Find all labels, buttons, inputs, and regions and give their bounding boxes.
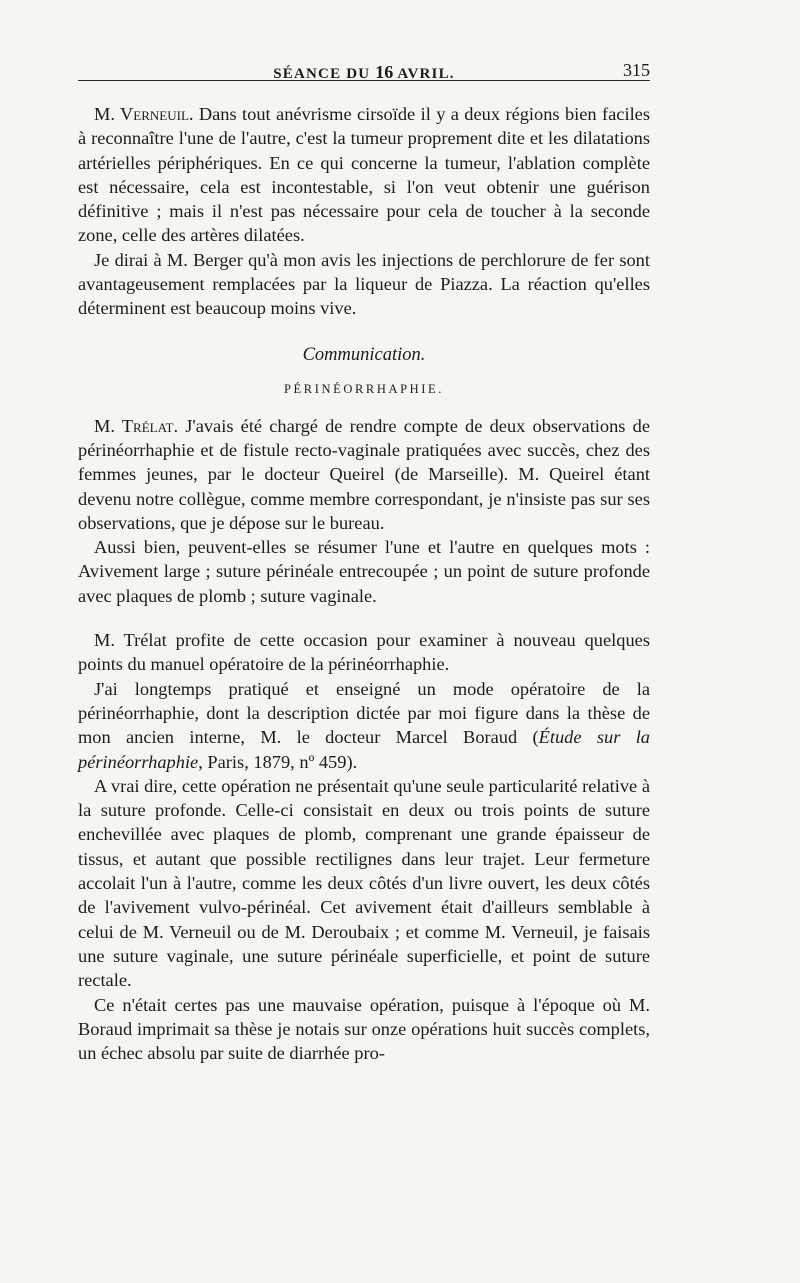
body-text: [78, 102, 650, 1065]
paragraph-trelat: [78, 414, 650, 535]
paragraph-text: J'ai longtemps pratiqué et enseigné un mode opératoire de la périnéorrhaphie, dont la description dictée par moi figure dans la thèse de mon ancien interne, M. le docteur Marcel Boraud (: [78, 678, 650, 748]
running-title-suffix: AVRIL.: [393, 66, 455, 82]
running-title-prefix: SÉANCE DU: [273, 66, 376, 82]
section-title: Communication.: [302, 344, 426, 365]
running-title-date: 16: [375, 62, 394, 82]
paragraph-trelat-profite: M. Trélat profite de cette occasion pour examiner à nouveau quelques points du manuel opératoire de la périnéorrhaphie.: [78, 630, 650, 675]
paragraph-text: , Paris, 1879, nº 459).: [198, 751, 358, 772]
running-header: [78, 48, 650, 81]
page-number: 315: [623, 60, 650, 80]
paragraph-text: J'avais été chargé de rendre compte de deux observations de périnéorrhaphie et de fistule recto-vaginale pratiquées avec succès, chez des femmes jeunes, par le docteur Queirel (de Marseille). M. Queirel étant devenu notre collègue, comme membre correspondant, je n'insiste pas sur ses observations, que je dépose sur le bureau.: [78, 415, 650, 533]
paragraph-verneuil: [78, 102, 650, 248]
running-title: [78, 62, 650, 83]
speaker-name: M. Trélat.: [94, 415, 179, 436]
speaker-name: M. Verneuil.: [94, 104, 194, 124]
paragraph-summary: Aussi bien, peuvent-elles se résumer l'une et l'autre en quelques mots : Avivement large ; suture périnéale entrecoupée ; un point de suture profonde avec plaques de plomb ; suture vaginale.: [78, 537, 650, 606]
paragraph-berger: Je dirai à M. Berger qu'à mon avis les injections de perchlorure de fer sont avantageusement remplacées par la liqueur de Piazza. La réaction qu'elles déterminent est beaucoup moins vive.: [78, 249, 650, 319]
subsection-title: PÉRINÉORRHAPHIE.: [283, 381, 444, 396]
paragraph-resultats: Ce n'était certes pas une mauvaise opération, puisque à l'époque où M. Boraud imprimait sa thèse je notais sur onze opérations huit succès complets, un échec absolu par suite de diarrhée pro-: [78, 994, 650, 1064]
paragraph-mode-operatoire: [78, 677, 650, 774]
thesis-title: Étude sur la périnéorrhaphie: [78, 727, 650, 772]
paragraph-suture-profonde: A vrai dire, cette opération ne présentait qu'une seule particularité relative à la suture profonde. Celle-ci consistait en deux ou trois points de suture enchevillée avec plaques de plomb, comprenant une grande épaisseur de tissus, et autant que possible rectilignes dans leur trajet. Leur fermeture accolait l'un à l'autre, comme les deux côtés d'un livre ouvert, les deux côtés de l'avivement vulvo-périnéal. Cet avivement était d'ailleurs semblable à celui de M. Verneuil ou de M. Deroubaix ; et comme M. Verneuil, je faisais une suture vaginale, une suture périnéale superficielle, et point de suture rectale.: [78, 775, 650, 991]
page-content: [78, 48, 650, 1065]
paragraph-text: Dans tout anévrisme cirsoïde il y a deux régions bien faciles à reconnaître l'une de l'autre, c'est la tumeur proprement dite et les dilatations artérielles périphériques. En ce qui concerne la tumeur, l'ablation complète est nécessaire, cela est incontestable, si l'on veut obtenir une guérison définitive ; mais il n'est pas nécessaire pour cela de toucher à la seconde zone, celle des artères dilatées.: [78, 104, 650, 246]
